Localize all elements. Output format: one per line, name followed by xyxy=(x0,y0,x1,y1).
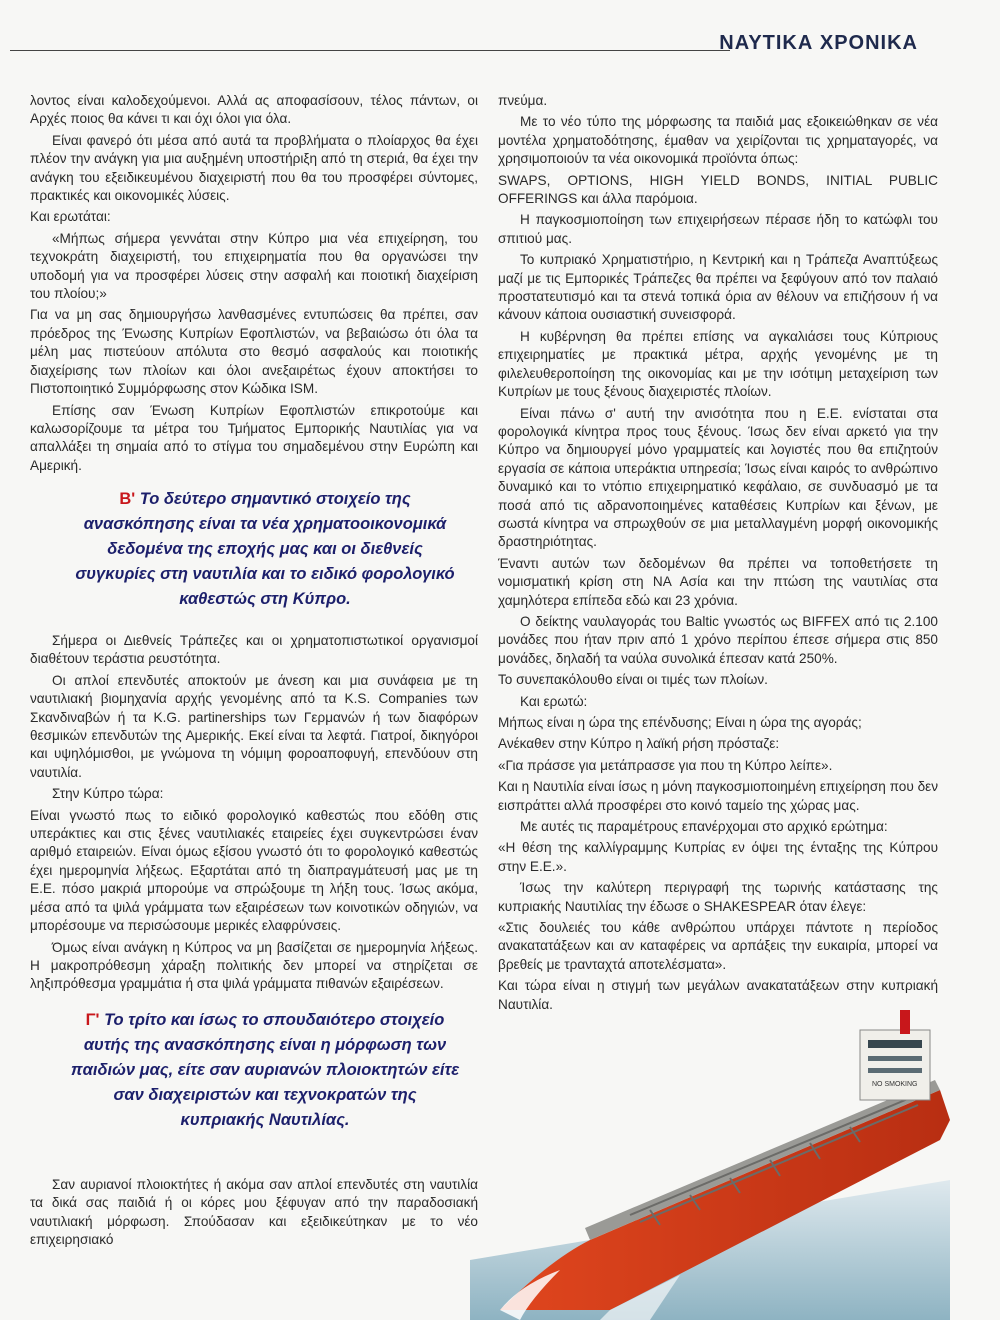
paragraph: Σαν αυριανοί πλοιοκτήτες ή ακόμα σαν απλοί επενδυτές στη ναυτιλία τα δικά σας παιδιά ή οι κόρες μου ξέφυγαν από την παραδοσιακή ναυτιλιακή μόρφωση. Σπούδασαν και εξειδικεύτηκαν με το νέο επιχειρησιακό xyxy=(30,1177,478,1248)
header-rule xyxy=(10,50,730,51)
hull-lettering: NO SMOKING xyxy=(872,1081,918,1088)
paragraph: Είναι γνωστό πως το ειδικό φορολογικό καθεστώς που εδόθη στις υπεράκτιες και στις ξένες ναυτιλιακές εταιρείες έχει συγκεντρώσει έναν αριθμό εταιρειών. Είναι όμως εξίσου γνωστό ότι το φορολογικό καθεστώς έχει ημερομηνία λήξεως. Εξαρτάται από τη διαπραγμάτευσή μας με τη Ε.Ε. πόσο μακριά μπορούμε να σπρώξουμε τη λήξη τους. Ίσως ακόμα, μέσα από τα ψιλά γράμματα των εξαιρέσεων των κοινοτικών οδηγιών, να μπορέσουμε να περισώσουμε μερικές ελαφρύνσεις. xyxy=(30,807,478,934)
left-column-1 xyxy=(30,92,478,478)
paragraph: «Για πράσσε για μετάπρασσε για που τη Κύπρο λείπε». xyxy=(498,757,833,773)
paragraph: Με το νέο τύπο της μόρφωσης τα παιδιά μας εξοικειώθηκαν σε νέα μοντέλα χρηματοδότησης, έμαθαν να χειρίζονται τις χρηματαγορές, να χρησιμοποιούν τα νέα οικονομικά προϊόντα όπως: xyxy=(498,114,938,167)
paragraph: SWAPS, OPTIONS, HIGH YIELD BONDS, INITIAL PUBLIC OFFERINGS και άλλα παρόμοια. xyxy=(498,172,938,207)
paragraph: Μήπως είναι η ώρα της επένδυσης; Είναι η ώρα της αγοράς; xyxy=(498,715,862,730)
paragraph: Είναι πάνω σ' αυτή την ανισότητα που η Ε.Ε. ενίσταται στα φορολογικά κίνητρα προς τους ξένους. Ίσως δεν είναι αρκετό για την Κύπρο να δημιουργεί μόνο γραμματείς και λογιστές που θα επιζητούν εργασία σε κάποια υπεράκτια υπηρεσία; Ίσως είναι καιρός το ανθρώπινο δυναμικό και το ντόπιο επιχειρηματικό κεφάλαιο, σε συνδυασμό με τα ποσά από τις αδρανοποιημένες καταθέσεις Κυπρίων και ξένων, με σωστά κίνητρα να σπρωχθούν σε μια μεταλλαγμένη μορφή οικονομικής δραστηριότητας. xyxy=(498,405,938,550)
paragraph: Όμως είναι ανάγκη η Κύπρος να μη βασίζεται σε ημερομηνία λήξεως. Η μακροπρόθεσμη χάραξη πολιτικής δεν μπορεί να στηρίζεται σε ληξιπρόθεσμα γραμμάτια ή στα ψιλά γράμματα πιθανών εξαιρέσεων. xyxy=(30,939,478,992)
paragraph: Έναντι αυτών των δεδομένων θα πρέπει να τοποθετήσετε τη νομισματική κρίση στη ΝΑ Ασία και την πτώση της ναυτιλίας στα χαμηλότερα επίπεδα εδώ και 23 χρόνια. xyxy=(498,555,938,608)
left-column-3 xyxy=(30,1176,478,1253)
pull-quote-g xyxy=(70,1008,460,1133)
paragraph: πνεύμα. xyxy=(498,93,548,108)
paragraph: Και η Ναυτιλία είναι ίσως η μόνη παγκοσμιοποιημένη επιχείρηση που δεν εισπράττει αλλά προσφέρει στο κοινό ταμείο της χώρας μας. xyxy=(498,779,938,813)
section-mark-b: Β' xyxy=(119,490,136,508)
tanker-ship-photo xyxy=(470,1010,950,1320)
paragraph: Επίσης σαν Ένωση Κυπρίων Εφοπλιστών επικροτούμε και καλωσορίζουμε τα μέτρα του Τμήματος Εμπορικής Ναυτιλίας για να απαλλάξει τη σημαία από το στίγμα του σημαδεμένου στην Ευρώπη και Αμερική. xyxy=(30,402,478,473)
paragraph: Είναι φανερό ότι μέσα από αυτά τα προβλήματα ο πλοίαρχος θα έχει πλέον την ανάγκη για μια αυξημένη υποστήριξη από τη στεριά, θα έχει την ανάγκη του εξειδικευμένου διαχειριστή που θα του προσφέρει σύντομες, πρακτικές και οικονομικές λύσεις. xyxy=(30,132,478,204)
paragraph: Με αυτές τις παραμέτρους επανέρχομαι στο αρχικό ερώτημα: xyxy=(520,819,888,835)
paragraph: Οι απλοί επενδυτές αποκτούν με άνεση και μια συνάφεια με τη ναυτιλιακή βιομηχανία αρχής γενομένης από τα K.S. Companies των Σκανδιναβών ή τα K.G. partinerships των Γερμανών ή των διαφόρων θεσμικών επενδυτών της Αμερικής. Εκεί είναι τα λεφτά. Γιατροί, δικηγόροι και υψηλόμισθοι, με γνώμονα τη νόμιμη φοροαποφυγή, επενδύουν στη ναυτιλία. xyxy=(30,672,478,780)
right-column xyxy=(498,92,938,1017)
left-column-2 xyxy=(30,632,478,997)
paragraph: Ανέκαθεν στην Κύπρο η λαϊκή ρήση πρόσταζε: xyxy=(498,736,780,752)
paragraph: Ίσως την καλύτερη περιγραφή της τωρινής κατάστασης της κυπριακής Ναυτιλίας την έδωσε ο SHAKESPEAR όταν έλεγε: xyxy=(498,880,938,914)
paragraph: Το συνεπακόλουθο είναι οι τιμές των πλοίων. xyxy=(498,672,768,688)
paragraph: Η παγκοσμιοποίηση των επιχειρήσεων πέρασε ήδη το κατώφλι του σπιτιού μας. xyxy=(498,212,938,246)
paragraph: λοντος είναι καλοδεχούμενοι. Αλλά ας αποφασίσουν, τέλος πάντων, οι Αρχές ποιος θα κάνει τι και όχι όλοι για όλα. xyxy=(30,93,478,127)
paragraph: Και ερωτάται: xyxy=(30,209,111,225)
paragraph: Για να μη σας δημιουργήσω λανθασμένες εντυπώσεις θα πρέπει, σαν πρόεδρος της Ένωσης Κυπρίων Εφοπλιστών, να βεβαιώσω ότι όλα τα μέλη μας πιστεύουν απόλυτα στο θεσμό ασφαλούς και ποιοτικής διαχείρισης των πλοίων και όλοι ανεξαιρέτως έχουν αποκτήσει το Πιστοποιητικό Συμμόρφωσης στον Κώδικα ISM. xyxy=(30,307,478,397)
pull-quote-b xyxy=(70,487,460,612)
paragraph: Σήμερα οι Διεθνείς Τράπεζες και οι χρηματοπιστωτικοί οργανισμοί διαθέτουν τεράστια ρευστότητα. xyxy=(30,633,478,667)
section-mark-g: Γ' xyxy=(85,1011,100,1029)
paragraph: «Στις δουλειές του κάθε ανθρώπου υπάρχει πάντοτε η περίοδος ανακατατάξεων και αν καταφέρεις να αρπάξεις την ευκαιρία, μπορεί να βρεθείς με τρανταχτά αποτελέσματα». xyxy=(498,920,938,972)
paragraph: «Η θέση της καλλίγραμμης Κυπρίας εν όψει της ένταξης της Κύπρου στην Ε.Ε.». xyxy=(498,840,938,874)
paragraph: Και ερωτώ: xyxy=(520,693,588,709)
pull-quote-b-text: Το δεύτερο σημαντικό στοιχείο της ανασκόπησης είναι τα νέα χρηματοοικονομικά δεδομένα της εποχής μας και οι διεθνείς συγκυρίες στη ναυτιλία και το ειδικό φορολογικό καθεστώς στη Κύπρο. xyxy=(75,490,455,608)
paragraph: Το κυπριακό Χρηματιστήριο, η Κεντρική και η Τράπεζα Αναπτύξεως μαζί με τις Εμπορικές Τράπεζες θα πρέπει να ξεφύγουν από τον παλαιό προστατευτισμό και τα στενά τοπικά όρια αν θέλουν να επιζήσουν ή να κάνουν κάποια ουσιαστική συνεισφορά. xyxy=(498,252,938,323)
pull-quote-g-text: Το τρίτο και ίσως το σπουδαιότερο στοιχείο αυτής της ανασκόπησης είναι η μόρφωση των παιδιών μας, είτε σαν αυριανών πλοιοκτητών είτε σαν διαχειριστών και τεχνοκρατών της κυπριακής Ναυτιλίας. xyxy=(70,1011,460,1129)
superstructure xyxy=(860,1010,930,1100)
paragraph: Ο δείκτης ναυλαγοράς του Baltic γνωστός ως BIFFEX από τις 2.100 μονάδες που ήταν πριν από 1 χρόνο περίπου έπεσε σήμερα στις 850 μονάδες, δηλαδή τα ναύλα συνολικά έπεσαν κατά 250%. xyxy=(498,613,938,666)
paragraph: Η κυβέρνηση θα πρέπει επίσης να αγκαλιάσει τους Κύπριους επιχειρηματίες με πρακτικά μέτρα, αρχής γενομένης με τη φιλελευθεροποίηση της οικονομίας και με την ισότιμη μεταχείριση των Κυπρίων με τους ξένους διαχειριστές πλοίων. xyxy=(498,328,938,400)
magazine-title: ΝΑΥΤΙΚΑ ΧΡΟΝΙΚΑ xyxy=(719,32,918,54)
paragraph: Και τώρα είναι η στιγμή των μεγάλων ανακατατάξεων στην κυπριακή Ναυτιλία. xyxy=(498,978,938,1012)
paragraph: «Μήπως σήμερα γεννάται στην Κύπρο μια νέα επιχείρηση, του τεχνοκράτη διαχειριστή, του επιχειρηματία που θα οργανώσει την υποδομή για να προσφέρει λύσεις στην ασφαλή και ποιοτική διαχείριση του πλοίου;» xyxy=(30,230,478,302)
paragraph: Στην Κύπρο τώρα: xyxy=(52,786,164,802)
